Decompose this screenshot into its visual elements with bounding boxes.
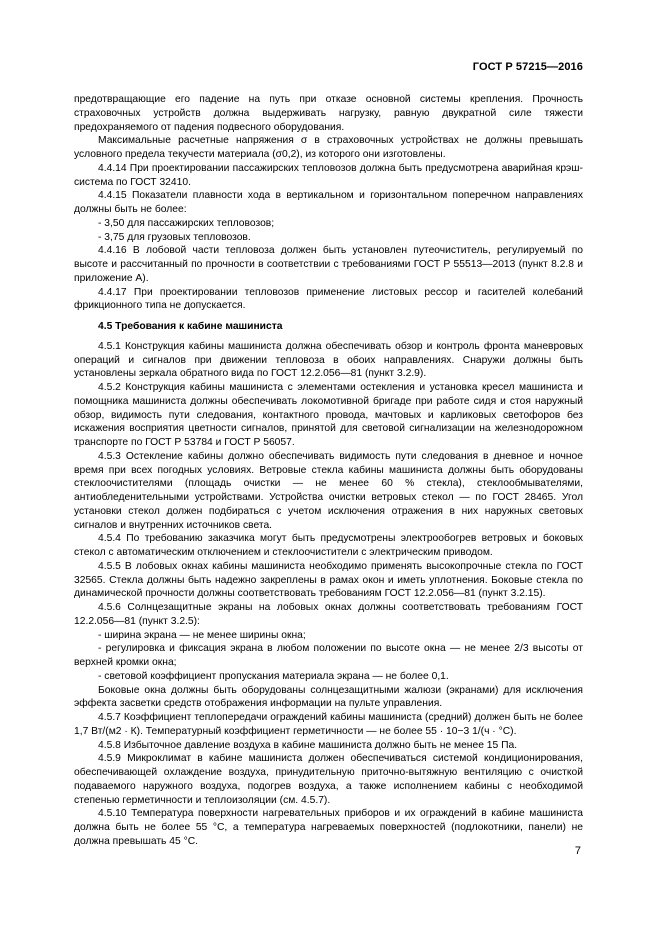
list-item: - регулировка и фиксация экрана в любом положении по высоте окна — не менее 2/3 высоты от верхней кромки окна; <box>74 643 583 668</box>
paragraph: 4.4.14 При проектировании пассажирских тепловозов должна быть предусмотрена аварийная крэш-система по ГОСТ 32410. <box>74 162 583 188</box>
paragraph: 4.5.10 Температура поверхности нагревательных приборов и их ограждений в кабине машиниста должна быть не более 55 °С, а температура нагреваемых поверхностей (подлокотники, панели) не должна превышать 45 °С. <box>74 808 583 847</box>
page-number: 7 <box>574 845 581 857</box>
paragraph: Боковые окна должны быть оборудованы солнцезащитными жалюзи (экранами) для исключения эффекта засветки средств отображения информации на пульте управления. <box>74 684 583 710</box>
list-item: - ширина экрана — не менее ширины окна; <box>98 629 306 641</box>
document-body <box>74 93 583 849</box>
paragraph: 4.5.9 Микроклимат в кабине машиниста должен обеспечиваться системой кондиционирования, обеспечивающей охлаждение воздуха, принудительную приточно-вытяжную вентиляцию с очисткой подаваемого наружного воздуха, подогрев воздуха, а также исполнением кабины с необходимой степенью герметичности и теплоизоляции (см. 4.5.7). <box>74 753 583 806</box>
section-heading: 4.5 Требования к кабине машиниста <box>98 321 283 332</box>
document-id: ГОСТ Р 57215—2016 <box>472 61 583 73</box>
list-item: - 3,75 для грузовых тепловозов. <box>98 231 251 243</box>
paragraph: 4.4.16 В лобовой части тепловоза должен быть установлен путеочиститель, регулируемый по высоте и рассчитанный по прочности в соответствии с требованиями ГОСТ Р 55513—2013 (пункт 8.2.8 и приложение А). <box>74 245 583 284</box>
paragraph: 4.5.6 Солнцезащитные экраны на лобовых окнах должны соответствовать требованиям ГОСТ 12.2.056—81 (пункт 3.2.5): <box>74 602 583 627</box>
paragraph: 4.4.15 Показатели плавности хода в вертикальном и горизонтальном поперечном направлениях должны быть не более: <box>74 190 583 215</box>
paragraph: 4.5.4 По требованию заказчика могут быть предусмотрены электрообогрев ветровых и боковых стекол с автоматическим отключением и стеклоочистители с электрическим приводом. <box>74 533 583 558</box>
paragraph: 4.5.5 В лобовых окнах кабины машиниста необходимо применять высокопрочные стекла по ГОСТ 32565. Стекла должны быть надежно закреплены в рамах окон и иметь уплотнения. Боковые стекла по динамической прочности должны соответствовать требованиям ГОСТ 12.2.056—81 (пункт 3.2.15). <box>74 560 583 600</box>
list-item: - 3,50 для пассажирских тепловозов; <box>98 217 275 229</box>
paragraph: предотвращающие его падение на путь при отказе основной системы крепления. Прочность страховочных устройств должна выдерживать нагрузку, равную двукратной силе тяжести предохраняемого от падения подвесного оборудования. <box>74 94 583 133</box>
paragraph: 4.5.8 Избыточное давление воздуха в кабине машиниста должно быть не менее 15 Па. <box>98 739 518 751</box>
paragraph: 4.5.2 Конструкция кабины машиниста с элементами остекления и установка кресел машиниста и помощника машиниста должны обеспечивать локомотивной бригаде при работе сидя и стоя наружный обзор, видимость пути следования, контактного провода, мачтовых и карликовых светофоров без искажения восприятия цветности сигналов, принятой для световой сигнализации на железнодорожном транспорте по ГОСТ Р 53784 и ГОСТ Р 56057. <box>74 382 583 448</box>
paragraph: 4.5.3 Остекление кабины должно обеспечивать видимость пути следования в дневное и ночное время при всех погодных условиях. Ветровые стекла кабины машиниста должны быть оборудованы стеклоочистителями (площадь очистки — не менее 60 % стекла), стеклообмывателями, антиобледенительными устройствами. Устройства очистки ветровых стекол — по ГОСТ 28465. Угол установки стекол должен подбираться с учетом исключения отражения в них наружных световых сигналов и внутренних источников света. <box>74 450 583 531</box>
list-item: - световой коэффициент пропускания материала экрана — не более 0,1. <box>98 670 449 682</box>
paragraph: 4.5.7 Коэффициент теплопередачи ограждений кабины машиниста (средний) должен быть не более 1,7 Вт/(м2 · К). Температурный коэффициент герметичности — не более 55 · 10−3 1/(ч · °С). <box>74 712 583 737</box>
paragraph: 4.4.17 При проектировании тепловозов применение листовых рессор и гасителей колебаний фрикционного типа не допускается. <box>74 286 583 312</box>
paragraph: 4.5.1 Конструкция кабины машиниста должна обеспечивать обзор и контроль фронта маневровых операций и сигналов при движении тепловоза в обоих направлениях. Снаружи должны быть установлены зеркала обратного вида по ГОСТ 12.2.056—81 (пункт 3.2.9). <box>74 340 583 380</box>
paragraph: Максимальные расчетные напряжения σ в страховочных устройствах не должны превышать условного предела текучести материала (σ0,2), из которого они изготовлены. <box>74 135 583 160</box>
